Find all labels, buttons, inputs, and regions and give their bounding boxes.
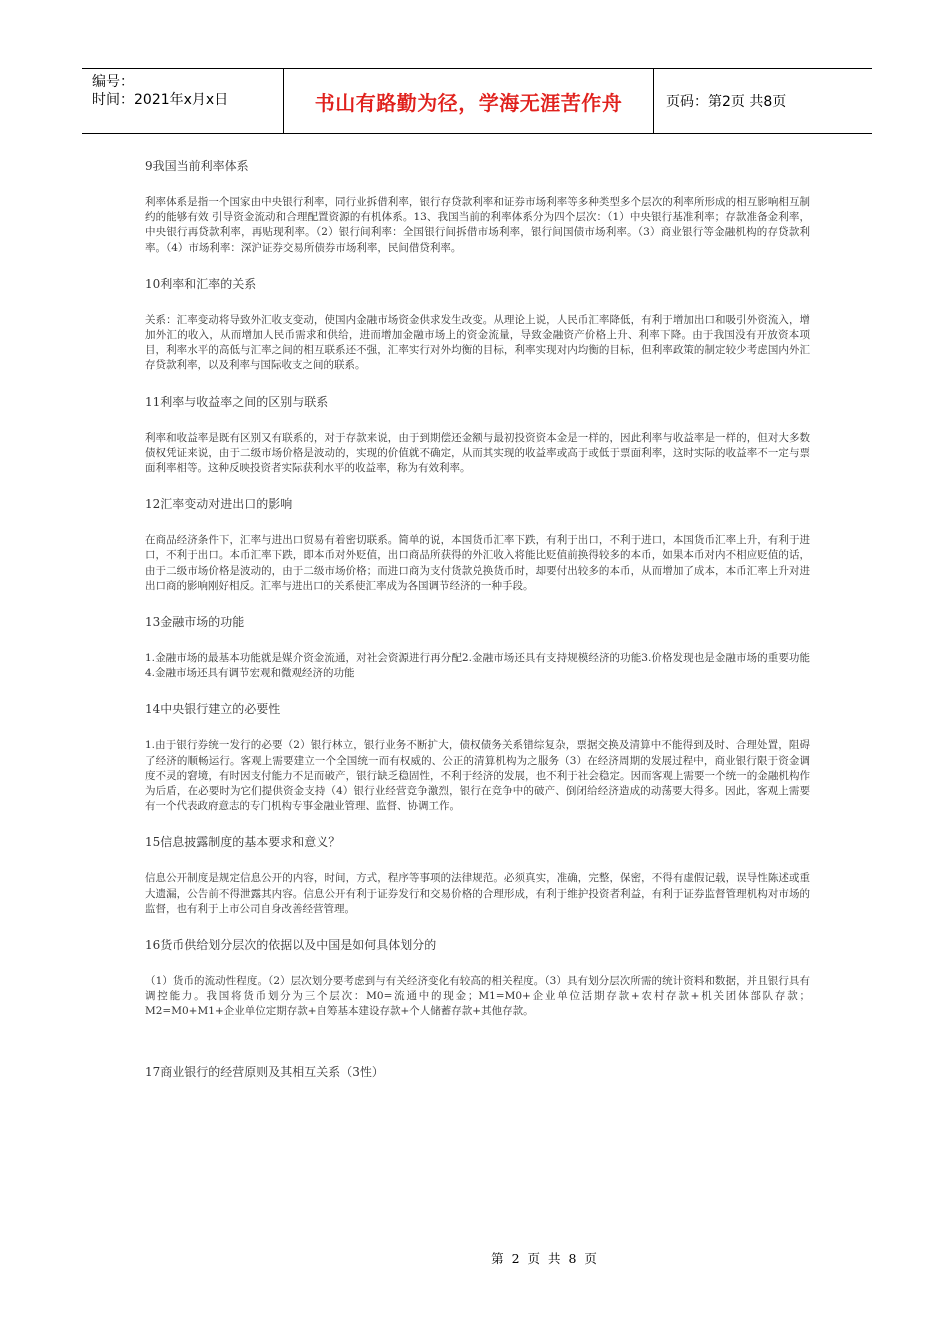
- section-12: [145, 496, 810, 594]
- section-text: （1）货币的流动性程度。（2）层次划分要考虑到与有关经济变化有较高的相关程度。（3）具有划分层次所需的统计资料和数据，并且银行具有调控能力。我国将货币划分为三个层次：M0=流通中的现金；M1=M0+企业单位活期存款+农村存款+机关团体部队存款；M2=M0+M1+企业单位定期存款+自筹基本建设存款+个人储蓄存款+其他存款。: [145, 975, 810, 1018]
- time-label: 时间：2021年x月x日: [92, 92, 229, 108]
- section-9: [145, 158, 810, 256]
- document-header: [82, 68, 872, 134]
- section-text: 关系：汇率变动将导致外汇收支变动，使国内金融市场资金供求发生改变。从理论上说，人民币汇率降低，有利于增加出口和吸引外资流入，增加外汇的收入，从而增加人民币需求和供给，进而增加金融市场上的资金流量，导致金融资产价格上升、利率下降。由于我国没有开放资本项目，利率水平的高低与汇率之间的相互联系还不强，汇率实行对外均衡的目标，利率实现对内均衡的目标，但利率政策的制定较少考虑国内外汇存贷款利率，以及利率与国际收支之间的联系。: [145, 313, 810, 372]
- section-text: 在商品经济条件下，汇率与进出口贸易有着密切联系。简单的说，本国货币汇率下跌，有利于出口，不利于进口，本国货币汇率上升，有利于进口，不利于出口。本币汇率下跌，即本币对外贬值，出口商品所获得的外汇收入将能比贬值前换得较多的本币，如果本币对内不相应贬值的话，由于二级市场价格是波动的，由于二级市场价格；而进口商为支付货款兑换货币时，却要付出较多的本币，从而增加了成本，本币汇率上升对进出口商的影响刚好相反。汇率与进出口的关系使汇率成为各国调节经济的一种手段。: [145, 534, 810, 592]
- section-heading: 11利率与收益率之间的区别与联系: [145, 394, 329, 409]
- section-heading: 10利率和汇率的关系: [145, 276, 257, 291]
- number-label: 编号：: [92, 74, 134, 90]
- page-info-text: 页码：第2页 共8页: [666, 94, 787, 110]
- section-11: [145, 394, 810, 477]
- section-text: 利率体系是指一个国家由中央银行利率，同行业拆借利率，银行存贷款利率和证券市场利率等多种类型多个层次的利率所形成的相互影响相互制约的能够有效 引导资金流动和合理配置资源的有机体系。13、我国当前的利率体系分为四个层次：（1）中央银行基准利率；存款准备金利率，中央银行再贷款利率，再贴现利率。（2）银行间利率：全国银行间拆借市场利率，银行间国债市场利率。（3）商业银行等金融机构的存贷款利率。（4）市场利率：深沪证券交易所债券市场利率，民间借贷利率。: [145, 196, 810, 254]
- header-motto-cell: [284, 69, 654, 133]
- header-meta: [82, 69, 284, 133]
- section-heading: 12汇率变动对进出口的影响: [145, 497, 293, 512]
- section-heading: 16货币供给划分层次的依据以及中国是如何具体划分的: [145, 938, 437, 953]
- section-heading: 17商业银行的经营原则及其相互关系（3性）: [145, 1064, 384, 1079]
- section-13: [145, 614, 810, 681]
- footer-page-number: 第 2 页 共 8 页: [491, 1251, 599, 1266]
- section-10: [145, 276, 810, 374]
- section-heading: 9我国当前利率体系: [145, 159, 249, 173]
- section-14: [145, 701, 810, 814]
- section-16: [145, 937, 810, 1020]
- section-text: 1.由于银行券统一发行的必要（2）银行林立，银行业务不断扩大，债权债务关系错综复杂，票据交换及清算中不能得到及时、合理处置，阻碍了经济的顺畅运行。客观上需要建立一个全国统一而有权威的、公正的清算机构为之服务（3）在经济周期的发展过程中，商业银行限于资金调度不灵的窘境，有时因支付能力不足而破产，银行缺乏稳固性，不利于经济的发展，也不利于社会稳定。因而客观上需要一个统一的金融机构作为后盾，在必要时为它们提供资金支持（4）银行业经营竞争激烈，银行在竞争中的破产、倒闭给经济造成的动荡要大得多。因此，客观上需要有一个代表政府意志的专门机构专事金融业管理、监督、协调工作。: [145, 739, 810, 813]
- motto-text: 书山有路勤为径，学海无涯苦作舟: [314, 90, 623, 115]
- document-body: [145, 152, 810, 1080]
- section-15: [145, 834, 810, 917]
- section-heading: 14中央银行建立的必要性: [145, 702, 281, 717]
- section-heading: 13金融市场的功能: [145, 615, 245, 630]
- section-text: 1.金融市场的最基本功能就是媒介资金流通，对社会资源进行再分配2.金融市场还具有支持规模经济的功能3.价格发现也是金融市场的重要功能4.金融市场还具有调节宏观和微观经济的功能: [145, 652, 810, 680]
- page-footer: [0, 1248, 950, 1267]
- section-17: [145, 1064, 810, 1080]
- section-text: 利率和收益率是既有区别又有联系的，对于存款来说，由于到期偿还金额与最初投资资本金是一样的，因此利率与收益率是一样的，但对大多数债权凭证来说，由于二级市场价格是波动的，实现的价值就不确定，从而其实现的收益率或高于或低于票面利率，这时实际的收益率不一定与票面利率相等。这种反映投资者实际获利水平的收益率，称为有效利率。: [145, 431, 810, 475]
- section-text: 信息公开制度是规定信息公开的内容，时间，方式，程序等事项的法律规范。必须真实，准确，完整，保密，不得有虚假记载，误导性陈述或重大遗漏，公告前不得泄露其内容。信息公开有利于证券发行和交易价格的合理形成，有利于维护投资者利益，有利于证券监督管理机构对市场的监督，也有利于上市公司自身改善经营管理。: [145, 872, 810, 915]
- header-page-info: [654, 69, 872, 133]
- section-heading: 15信息披露制度的基本要求和意义？: [145, 835, 341, 850]
